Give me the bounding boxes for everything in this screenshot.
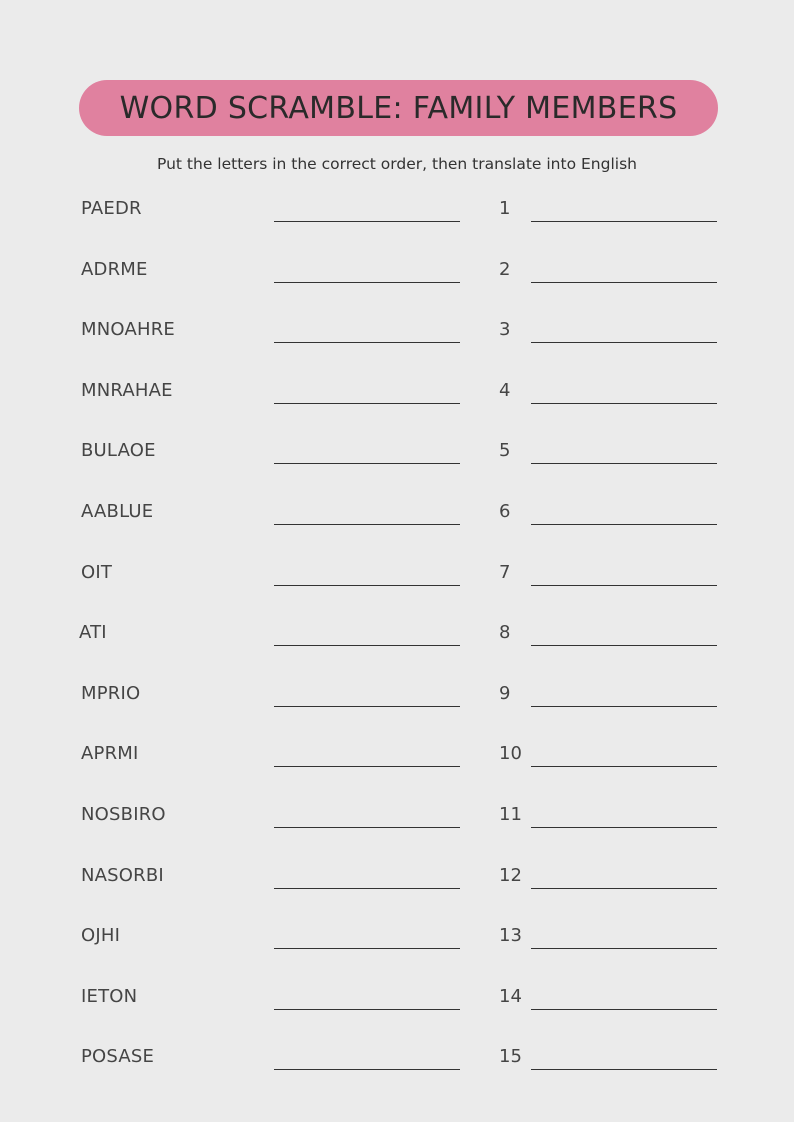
- scrambled-word: ATI: [79, 622, 107, 644]
- scrambled-word: NOSBIRO: [81, 803, 166, 825]
- answer-line: [274, 524, 460, 525]
- item-number: 2: [499, 258, 511, 280]
- item-number: 1: [499, 198, 511, 219]
- item-number: 15: [499, 1046, 522, 1068]
- answer-line: [274, 221, 460, 222]
- answer-line: [274, 282, 460, 283]
- scrambled-word: POSASE: [81, 1046, 155, 1068]
- translation-line: [531, 221, 717, 222]
- scrambled-word: BULAOE: [81, 440, 156, 462]
- exercise-row: [0, 917, 794, 978]
- item-number: 4: [499, 379, 511, 401]
- scrambled-word: APRMI: [81, 743, 139, 765]
- answer-line: [274, 403, 460, 404]
- translation-line: [531, 463, 717, 464]
- exercise-row: [0, 978, 794, 1039]
- translation-line: [531, 342, 717, 343]
- answer-line: [274, 888, 460, 889]
- item-number: 6: [499, 500, 511, 522]
- answer-line: [274, 1009, 460, 1010]
- answer-line: [274, 585, 460, 586]
- answer-line: [274, 766, 460, 767]
- exercise-row: [0, 857, 794, 918]
- item-number: 12: [499, 864, 522, 886]
- instructions: Put the letters in the correct order, then translate into English: [157, 155, 637, 173]
- answer-line: [274, 342, 460, 343]
- scrambled-word: MNRAHAE: [81, 379, 173, 401]
- translation-line: [531, 403, 717, 404]
- exercise-row: [0, 251, 794, 312]
- exercise-rows: [0, 190, 794, 1099]
- scrambled-word: IETON: [81, 985, 138, 1007]
- translation-line: [531, 948, 717, 949]
- translation-line: [531, 766, 717, 767]
- exercise-row: [0, 735, 794, 796]
- answer-line: [274, 645, 460, 646]
- exercise-row: [0, 190, 794, 251]
- translation-line: [531, 827, 717, 828]
- scrambled-word: OJHI: [81, 925, 121, 947]
- translation-line: [531, 645, 717, 646]
- exercise-row: [0, 493, 794, 554]
- scrambled-word: ADRME: [81, 258, 148, 280]
- item-number: 7: [499, 561, 511, 583]
- exercise-row: [0, 372, 794, 433]
- item-number: 11: [499, 803, 522, 825]
- answer-line: [274, 1069, 460, 1070]
- item-number: 13: [499, 925, 522, 947]
- translation-line: [531, 282, 717, 283]
- exercise-row: [0, 614, 794, 675]
- translation-line: [531, 1069, 717, 1070]
- item-number: 3: [499, 319, 511, 341]
- item-number: 5: [499, 440, 511, 462]
- item-number: 8: [499, 622, 511, 644]
- item-number: 10: [499, 743, 522, 765]
- scrambled-word: MPRIO: [81, 682, 141, 704]
- exercise-row: [0, 796, 794, 857]
- answer-line: [274, 827, 460, 828]
- scrambled-word: NASORBI: [81, 864, 164, 886]
- answer-line: [274, 948, 460, 949]
- translation-line: [531, 1009, 717, 1010]
- answer-line: [274, 463, 460, 464]
- exercise-row: [0, 432, 794, 493]
- item-number: 14: [499, 985, 522, 1007]
- scrambled-word: MNOAHRE: [81, 319, 175, 341]
- answer-line: [274, 706, 460, 707]
- exercise-row: [0, 311, 794, 372]
- exercise-row: [0, 1038, 794, 1099]
- item-number: 9: [499, 682, 511, 704]
- scrambled-word: AABLUE: [81, 500, 154, 522]
- translation-line: [531, 888, 717, 889]
- exercise-row: [0, 675, 794, 736]
- scrambled-word: PAEDR: [81, 198, 142, 219]
- translation-line: [531, 585, 717, 586]
- translation-line: [531, 706, 717, 707]
- exercise-row: [0, 554, 794, 615]
- title-banner: [79, 80, 718, 136]
- scrambled-word: OIT: [81, 561, 113, 583]
- translation-line: [531, 524, 717, 525]
- page-title: WORD SCRAMBLE: FAMILY MEMBERS: [119, 90, 678, 126]
